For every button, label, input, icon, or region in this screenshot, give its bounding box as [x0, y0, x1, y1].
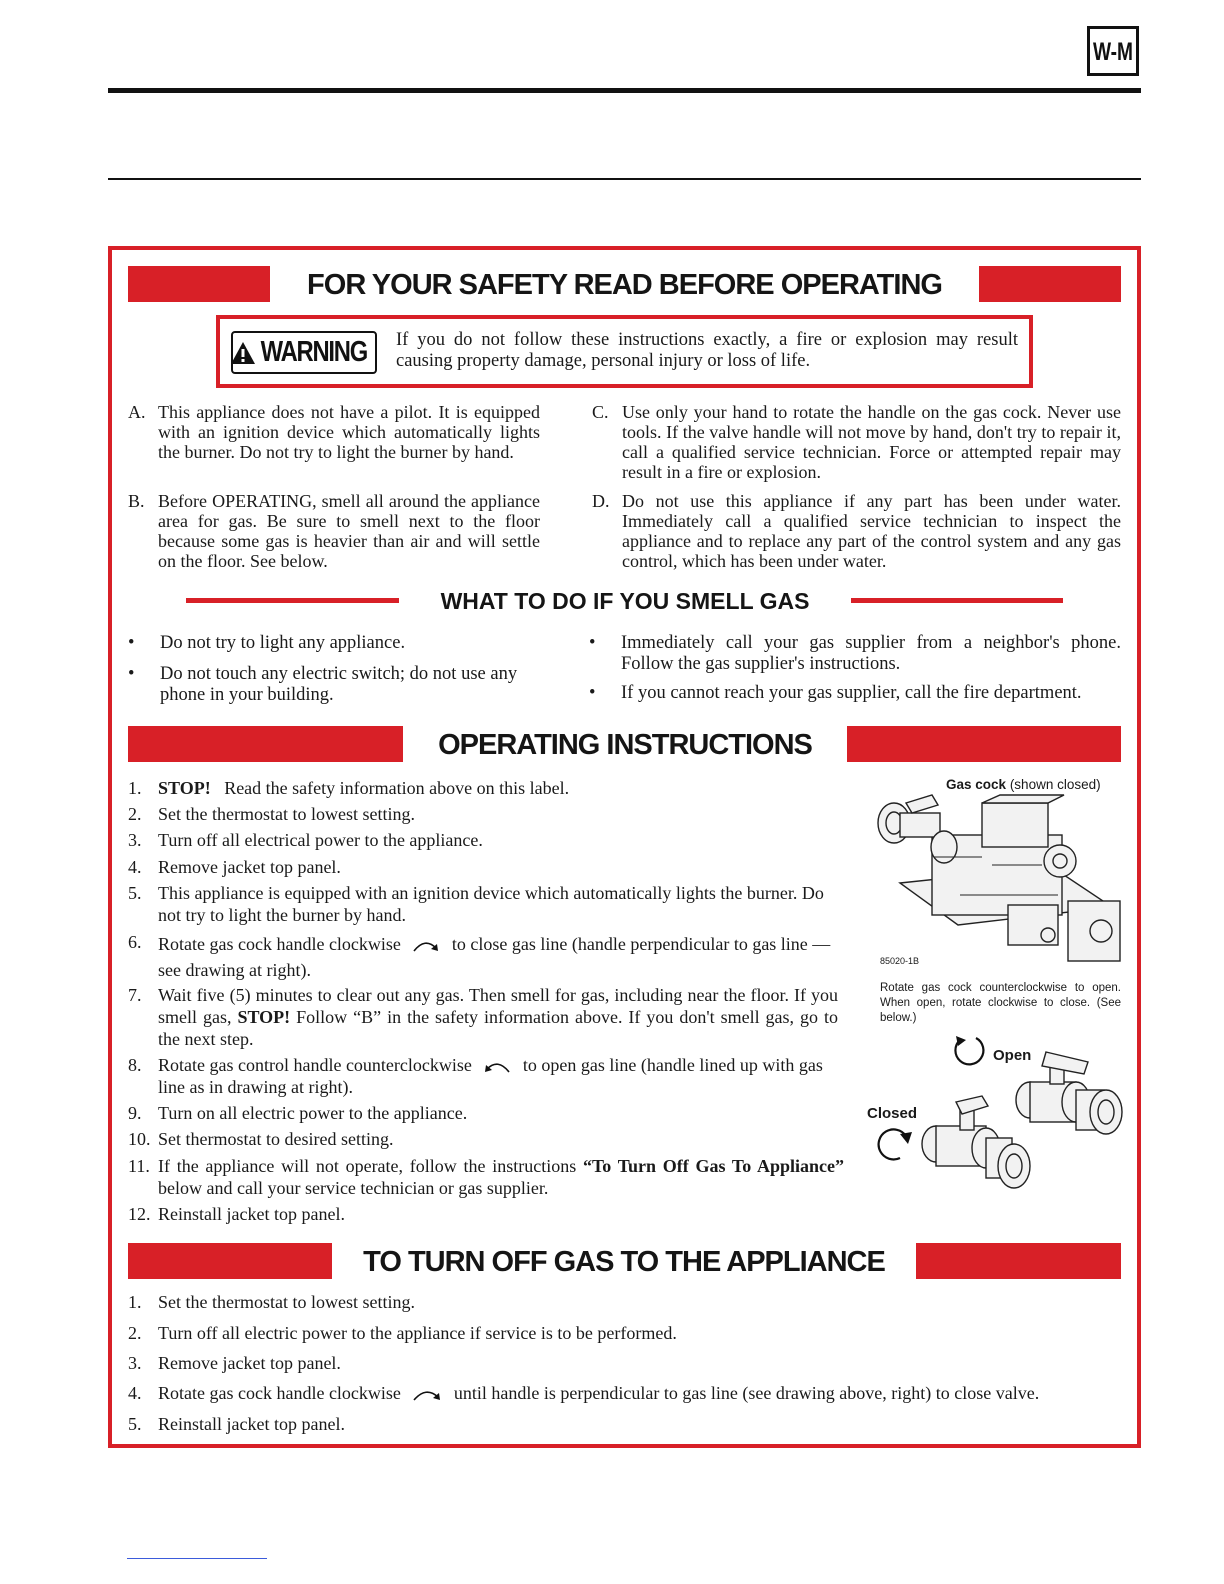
step-text: If the appliance will not operate, follow the instructions [158, 1156, 577, 1176]
bullet-text: If you cannot reach your gas supplier, call the fire department. [621, 683, 1082, 703]
step-number: 3. [128, 1353, 142, 1373]
operating-step-12 [128, 1203, 848, 1225]
step-number: 4. [128, 857, 142, 877]
bullet-dot: • [589, 633, 596, 653]
step-text: Turn off all electric power to the appliance if service is to be performed. [158, 1323, 677, 1343]
operating-step-2 [128, 803, 848, 825]
bullet-text: Do not touch any electric switch; do not use any phone in your building. [160, 664, 518, 705]
operating-title: OPERATING INSTRUCTIONS [438, 729, 812, 761]
operating-bar-right [847, 726, 1121, 762]
step-text-continued: until handle is perpendicular to gas line (see drawing above, right) to close valve. [453, 1383, 1040, 1403]
gas-valve-drawing-icon [872, 795, 1124, 965]
step-number: 11. [128, 1156, 150, 1176]
operating-step-10 [128, 1128, 848, 1150]
smell-gas-rule-right [851, 598, 1063, 603]
warning-text: If you do not follow these instructions exactly, a fire or explosion may result causing property damage, personal injury or loss of life. [396, 330, 1018, 371]
warning-badge [231, 331, 377, 374]
clockwise-arrow-icon [411, 1387, 443, 1403]
step-text-continued: to open gas line (handle lined up with gas line as in drawing at right). [158, 1055, 823, 1097]
bullet-dot: • [589, 683, 596, 703]
closed-label: Closed [867, 1105, 918, 1122]
stop-emphasis: STOP! [158, 778, 211, 798]
safety-item-b [128, 491, 540, 571]
figure-caption: Rotate gas cock counterclockwise to open. When open, rotate clockwise to close. (See below.) [880, 982, 1121, 1024]
step-text: Rotate gas control handle counterclockwise [158, 1055, 472, 1075]
operating-step-5 [128, 882, 848, 926]
stop-emphasis: STOP! [237, 1007, 291, 1027]
turn-off-step-3 [128, 1352, 1121, 1374]
smell-gas-rule-left [186, 598, 399, 603]
step-number: 9. [128, 1103, 142, 1123]
step-number: 10. [128, 1129, 151, 1149]
closed-rotation-icon [870, 1122, 914, 1162]
safety-item-c [592, 402, 1121, 482]
gas-cock-figure-title [946, 777, 1101, 792]
safety-item-a [128, 402, 540, 462]
step-text: Rotate gas cock handle clockwise [158, 934, 401, 954]
step-number: 5. [128, 1414, 142, 1434]
step-number: 12. [128, 1204, 151, 1224]
open-label: Open [993, 1047, 1032, 1064]
smell-gas-bullet-2 [128, 664, 548, 706]
operating-step-3 [128, 829, 848, 851]
company-logo [1087, 26, 1139, 76]
safety-title: FOR YOUR SAFETY READ BEFORE OPERATING [307, 269, 942, 301]
step-number: 6. [128, 932, 142, 952]
open-rotation-icon [946, 1034, 990, 1072]
step-text: Turn on all electric power to the appliance. [158, 1103, 468, 1123]
operating-step-1 [128, 777, 848, 799]
turn-off-title: TO TURN OFF GAS TO THE APPLIANCE [363, 1246, 885, 1278]
step-number: 2. [128, 1323, 142, 1343]
step-text-continued: below and call your service technician or gas supplier. [158, 1178, 549, 1198]
turn-off-bar-right [916, 1243, 1121, 1279]
step-text: Turn off all electrical power to the appliance. [158, 830, 483, 850]
operating-step-9 [128, 1102, 848, 1124]
turn-off-bar-left [128, 1243, 332, 1279]
step-text-continued: to close gas line (handle perpendicular to gas line — see drawing at right). [158, 934, 831, 980]
smell-gas-bullet-3 [589, 633, 1121, 675]
counterclockwise-arrow-icon [482, 1059, 512, 1075]
logo-mark: W-M [1093, 38, 1133, 66]
bullet-text: Immediately call your gas supplier from a neighbor's phone. Follow the gas supplier's instructions. [621, 633, 1121, 674]
turn-off-step-5 [128, 1413, 1121, 1435]
smell-gas-title: WHAT TO DO IF YOU SMELL GAS [440, 588, 810, 614]
item-label: C. [592, 402, 609, 422]
header-rule-thin [108, 178, 1141, 180]
operating-step-6 [128, 931, 848, 983]
step-text: Set the thermostat to lowest setting. [158, 804, 415, 824]
step-text: This appliance is equipped with an ignition device which automatically lights the burner. Do not try to light the burner by hand. [158, 883, 824, 925]
bullet-dot: • [128, 664, 135, 684]
step-text: Set thermostat to desired setting. [158, 1129, 394, 1149]
gas-cock-label: Gas cock [946, 777, 1007, 792]
turn-off-reference: “To Turn Off Gas To Appliance” [582, 1156, 845, 1176]
turn-off-step-1 [128, 1291, 1121, 1313]
operating-step-4 [128, 856, 848, 878]
step-text: Set the thermostat to lowest setting. [158, 1292, 415, 1312]
wm-logo-icon [1092, 33, 1134, 69]
item-text: Do not use this appliance if any part has been under water. Immediately call a qualified service technician to inspect the appliance and to replace any part of the control system and any gas control, which has been under water. [622, 491, 1121, 571]
item-text: Before OPERATING, smell all around the appliance area for gas. Be sure to smell next to the floor because some gas is heavier than air and will settle on the floor. See below. [158, 491, 540, 571]
operating-step-7 [128, 984, 838, 1050]
step-number: 1. [128, 1292, 142, 1312]
safety-item-d [592, 491, 1121, 571]
turn-off-step-2 [128, 1322, 1121, 1344]
figure-part-number: 85020-1B [880, 956, 920, 966]
gas-cock-note: (shown closed) [1009, 777, 1101, 792]
step-text: Reinstall jacket top panel. [158, 1204, 345, 1224]
item-label: A. [128, 402, 146, 422]
warning-triangle-icon [230, 341, 256, 365]
header-rule-thick [108, 88, 1141, 93]
closed-valve-drawing-icon [916, 1096, 1032, 1206]
step-text: Rotate gas cock handle clockwise [158, 1383, 401, 1403]
step-number: 7. [128, 985, 142, 1005]
step-text: Wait five (5) minutes to clear out any gas. Then smell for gas, including near the floor. If you smell gas, [158, 985, 838, 1027]
operating-step-8 [128, 1054, 848, 1098]
step-number: 2. [128, 804, 142, 824]
step-text-continued: Follow “B” in the safety information above. If you don't smell gas, go to the next step. [158, 1007, 839, 1049]
footer-link-rule [127, 1558, 267, 1559]
item-text: Use only your hand to rotate the handle on the gas cock. Never use tools. If the valve handle will not move by hand, don't try to repair it, call a qualified service technician. Force or attempted repair may result in a fire or explosion. [622, 402, 1121, 482]
step-number: 8. [128, 1055, 142, 1075]
warning-badge-text: WARNING [260, 336, 367, 368]
step-text: Remove jacket top panel. [158, 857, 341, 877]
item-label: B. [128, 491, 145, 511]
step-text: Remove jacket top panel. [158, 1353, 341, 1373]
operating-bar-left [128, 726, 403, 762]
item-label: D. [592, 491, 610, 511]
step-text: Read the safety information above on this label. [224, 778, 570, 798]
step-number: 5. [128, 883, 142, 903]
step-number: 3. [128, 830, 142, 850]
title-bar-left [128, 266, 270, 302]
clockwise-arrow-icon [411, 938, 441, 954]
step-number: 4. [128, 1383, 142, 1403]
smell-gas-bullet-1 [128, 633, 548, 654]
item-text: This appliance does not have a pilot. It is equipped with an ignition device which automatically lights the burner. Do not try to light the burner by hand. [158, 402, 540, 462]
smell-gas-bullet-4 [589, 683, 1121, 704]
step-number: 1. [128, 778, 142, 798]
bullet-dot: • [128, 633, 135, 653]
title-bar-right [979, 266, 1121, 302]
turn-off-step-4 [128, 1382, 1121, 1404]
bullet-text: Do not try to light any appliance. [160, 633, 406, 653]
operating-step-11 [128, 1155, 844, 1199]
step-text: Reinstall jacket top panel. [158, 1414, 345, 1434]
